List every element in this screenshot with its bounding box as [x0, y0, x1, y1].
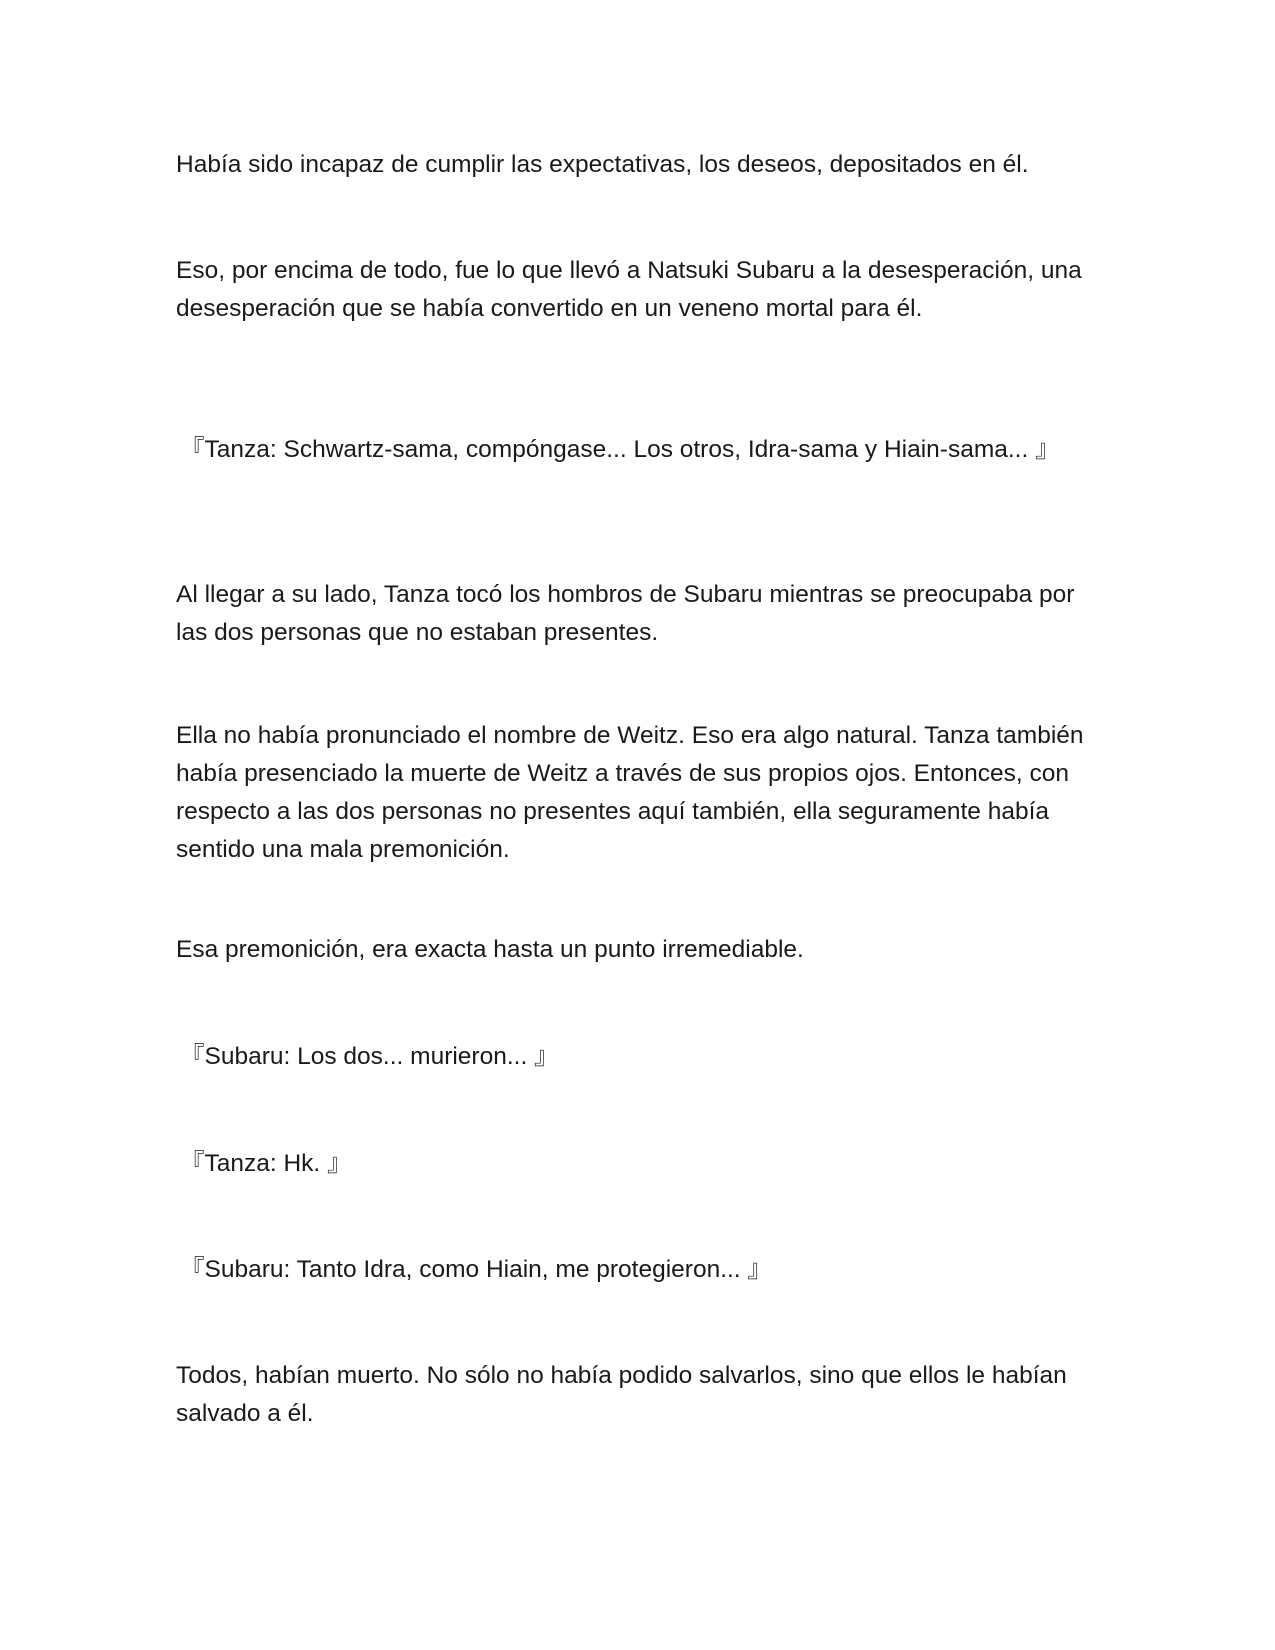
paragraph-6: Todos, habían muerto. No sólo no había podido salvarlos, sino que ellos le habían salvado a él.	[176, 1362, 1067, 1427]
dialogue-tanza-2: 『Tanza: Hk. 』	[180, 1150, 352, 1177]
dialogue-subaru-1: 『Subaru: Los dos... murieron... 』	[180, 1043, 559, 1070]
paragraph-1: Había sido incapaz de cumplir las expectativas, los deseos, depositados en él.	[176, 151, 1029, 178]
paragraph-2: Eso, por encima de todo, fue lo que llevó a Natsuki Subaru a la desesperación, una desesperación que se había convertido en un veneno mortal para él.	[176, 257, 1082, 322]
paragraph-3: Al llegar a su lado, Tanza tocó los hombros de Subaru mientras se preocupaba por las dos personas que no estaban presentes.	[176, 581, 1075, 646]
dialogue-subaru-2: 『Subaru: Tanto Idra, como Hiain, me protegieron... 』	[180, 1256, 772, 1283]
paragraph-4: Ella no había pronunciado el nombre de Weitz. Eso era algo natural. Tanza también había presenciado la muerte de Weitz a través de sus propios ojos. Entonces, con respecto a las dos personas no presentes aquí también, ella seguramente había sentido una mala premonición.	[176, 722, 1084, 863]
dialogue-tanza-1: 『Tanza: Schwartz-sama, compóngase... Los otros, Idra-sama y Hiain-sama... 』	[180, 436, 1060, 463]
paragraph-5: Esa premonición, era exacta hasta un punto irremediable.	[176, 936, 804, 963]
